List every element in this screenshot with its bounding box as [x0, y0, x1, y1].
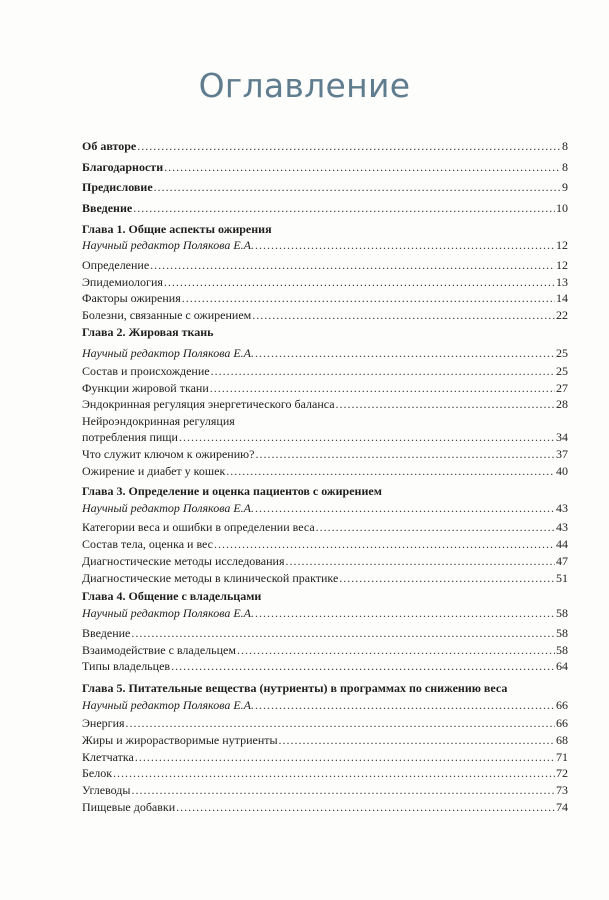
- toc-entry-label: Болезни, связанные с ожирением: [82, 308, 252, 322]
- toc-entry: [82, 570, 568, 586]
- toc-editor-line: [82, 697, 568, 713]
- toc-chapter-heading: [82, 221, 568, 237]
- toc-entry: [82, 179, 568, 195]
- toc-entry: [82, 642, 568, 658]
- dot-leader: [255, 345, 555, 361]
- toc-entry: [82, 274, 568, 290]
- toc-page-number: 64: [556, 659, 568, 673]
- toc-chapter-heading: [82, 588, 568, 604]
- toc-page-number: 27: [556, 381, 568, 395]
- toc-editor-line: [82, 345, 568, 361]
- toc-page-number: 43: [556, 501, 568, 515]
- toc-page-number: 58: [556, 643, 568, 657]
- dot-leader: [126, 715, 555, 731]
- toc-entry: [82, 463, 568, 479]
- toc-entry: [82, 413, 568, 429]
- dot-leader: [171, 658, 555, 674]
- toc-entry-label: Введение: [82, 626, 131, 640]
- toc-entry-label: Белок: [82, 766, 113, 780]
- dot-leader: [252, 307, 555, 323]
- toc-entry-label: Типы владельцев: [82, 659, 171, 673]
- toc-entry: [82, 429, 568, 445]
- dot-leader: [214, 536, 555, 552]
- toc-page-number: 51: [556, 571, 568, 585]
- dot-leader: [131, 782, 555, 798]
- toc-page-number: 58: [556, 606, 568, 620]
- dot-leader: [164, 159, 561, 175]
- dot-leader: [226, 463, 555, 479]
- toc-entry: [82, 200, 568, 216]
- toc-page-number: 73: [556, 783, 568, 797]
- toc-entry: [82, 553, 568, 569]
- toc-page-number: 28: [556, 397, 568, 411]
- toc-page-number: 22: [556, 308, 568, 322]
- toc-chapter-heading: [82, 483, 568, 499]
- dot-leader: [113, 765, 555, 781]
- page-title: Оглавление: [198, 66, 411, 105]
- toc-entry: [82, 658, 568, 674]
- toc-entry: [82, 307, 568, 323]
- toc-editor-line: [82, 605, 568, 621]
- toc-entry-label: Глава 2. Жировая ткань: [82, 325, 214, 339]
- toc-entry-label: Глава 5. Питательные вещества (нутриенты) в программах по снижению веса: [82, 681, 508, 695]
- dot-leader: [133, 200, 555, 216]
- toc-entry-label: Введение: [82, 201, 133, 215]
- dot-leader: [286, 553, 556, 569]
- toc-entry-label: Взаимодействие с владельцем: [82, 643, 236, 657]
- dot-leader: [210, 380, 555, 396]
- dot-leader: [255, 500, 555, 516]
- toc-entry-label: Жиры и жирорастворимые нутриенты: [82, 733, 278, 747]
- toc-editor-line: [82, 500, 568, 516]
- toc-entry: [82, 380, 568, 396]
- toc-page-number: 66: [556, 698, 568, 712]
- toc-chapter-heading: [82, 680, 568, 696]
- toc-entry-label: Научный редактор Полякова Е.А.: [82, 606, 254, 620]
- toc-page-number: 13: [556, 275, 568, 289]
- toc-entry-label: Определение: [82, 258, 150, 272]
- toc-entry-label: Диагностические методы исследования: [82, 554, 285, 568]
- dot-leader: [176, 799, 555, 815]
- toc-page-number: 12: [556, 258, 568, 272]
- dot-leader: [135, 749, 555, 765]
- dot-leader: [179, 429, 555, 445]
- toc-entry-label: Энергия: [82, 716, 125, 730]
- toc-entry: [82, 765, 568, 781]
- toc-entry: [82, 138, 568, 154]
- toc-page-number: 34: [556, 430, 568, 444]
- toc-page-number: 47: [556, 554, 568, 568]
- dot-leader: [131, 625, 555, 641]
- toc-entry-label: Эпидемиология: [82, 275, 163, 289]
- toc-page-number: 74: [556, 800, 568, 814]
- toc-entry-label: Глава 4. Общение с владельцами: [82, 589, 262, 603]
- toc-chapter-heading: [82, 324, 568, 340]
- dot-leader: [150, 257, 555, 273]
- toc-entry-label: Благодарности: [82, 160, 164, 174]
- toc-entry: [82, 257, 568, 273]
- toc-entry: [82, 519, 568, 535]
- toc-page-number: 58: [556, 626, 568, 640]
- toc-page-number: 44: [556, 537, 568, 551]
- toc-entry-label: Научный редактор Полякова Е.А.: [82, 238, 254, 252]
- toc-entry-label: Нейроэндокринная регуляция: [82, 414, 235, 428]
- toc-entry-label: Предисловие: [82, 180, 153, 194]
- toc-entry: [82, 732, 568, 748]
- toc-entry-label: Эндокринная регуляция энергетического баланса: [82, 397, 335, 411]
- toc-entry-label: Об авторе: [82, 139, 137, 153]
- toc-entry-label: Глава 1. Общие аспекты ожирения: [82, 222, 272, 236]
- dot-leader: [211, 363, 555, 379]
- dot-leader: [339, 570, 555, 586]
- toc-entry-label: Пищевые добавки: [82, 800, 176, 814]
- toc-entry-label: Клетчатка: [82, 750, 134, 764]
- toc-entry-label: Факторы ожирения: [82, 291, 181, 305]
- toc-page-number: 12: [556, 238, 568, 252]
- dot-leader: [237, 642, 555, 658]
- toc-page-number: 25: [556, 364, 568, 378]
- dot-leader: [316, 519, 555, 535]
- toc-entry-label: Состав и происхождение: [82, 364, 210, 378]
- toc-page-number: 9: [562, 180, 568, 194]
- dot-leader: [255, 697, 555, 713]
- toc-entry-label: Научный редактор Полякова Е.А.: [82, 501, 254, 515]
- dot-leader: [279, 732, 555, 748]
- toc-entry-label: Научный редактор Полякова Е.А.: [82, 698, 254, 712]
- toc-page-number: 25: [556, 346, 568, 360]
- toc-entry-label: Что служит ключом к ожирению?: [82, 447, 255, 461]
- toc-entry: [82, 536, 568, 552]
- toc-entry: [82, 715, 568, 731]
- toc-entry-label: Глава 3. Определение и оценка пациентов с ожирением: [82, 484, 382, 498]
- toc-entry: [82, 749, 568, 765]
- toc-page-number: 8: [562, 160, 568, 174]
- toc-entry: [82, 363, 568, 379]
- toc-page-number: 14: [556, 291, 568, 305]
- toc-entry-label: Категории веса и ошибки в определении веса: [82, 520, 315, 534]
- toc-entry: [82, 159, 568, 175]
- dot-leader: [336, 396, 555, 412]
- toc-entry-label: Функции жировой ткани: [82, 381, 209, 395]
- dot-leader: [255, 446, 555, 462]
- toc-entry: [82, 396, 568, 412]
- toc-entry-label: Диагностические методы в клинической практике: [82, 571, 339, 585]
- dot-leader: [137, 138, 561, 154]
- toc-page-number: 8: [562, 139, 568, 153]
- toc-entry-label: Состав тела, оценка и вес: [82, 537, 214, 551]
- toc-page-number: 72: [556, 766, 568, 780]
- toc-page-number: 10: [556, 201, 568, 215]
- toc-page-number: 71: [556, 750, 568, 764]
- toc-entry-label: потребления пищи: [82, 430, 178, 444]
- toc-entry: [82, 290, 568, 306]
- toc-page-number: 43: [556, 520, 568, 534]
- toc-editor-line: [82, 237, 568, 253]
- toc-entry-label: Углеводы: [82, 783, 131, 797]
- dot-leader: [255, 605, 555, 621]
- dot-leader: [255, 237, 555, 253]
- toc-entry-label: Ожирение и диабет у кошек: [82, 464, 226, 478]
- dot-leader: [182, 290, 555, 306]
- toc-page-number: 66: [556, 716, 568, 730]
- dot-leader: [164, 274, 555, 290]
- toc-page-number: 40: [556, 464, 568, 478]
- toc-entry: [82, 625, 568, 641]
- toc-entry: [82, 782, 568, 798]
- toc-page-number: 68: [556, 733, 568, 747]
- toc-entry-label: Научный редактор Полякова Е.А.: [82, 346, 254, 360]
- toc-entry: [82, 799, 568, 815]
- toc-page-number: 37: [556, 447, 568, 461]
- dot-leader: [154, 179, 561, 195]
- toc-entry: [82, 446, 568, 462]
